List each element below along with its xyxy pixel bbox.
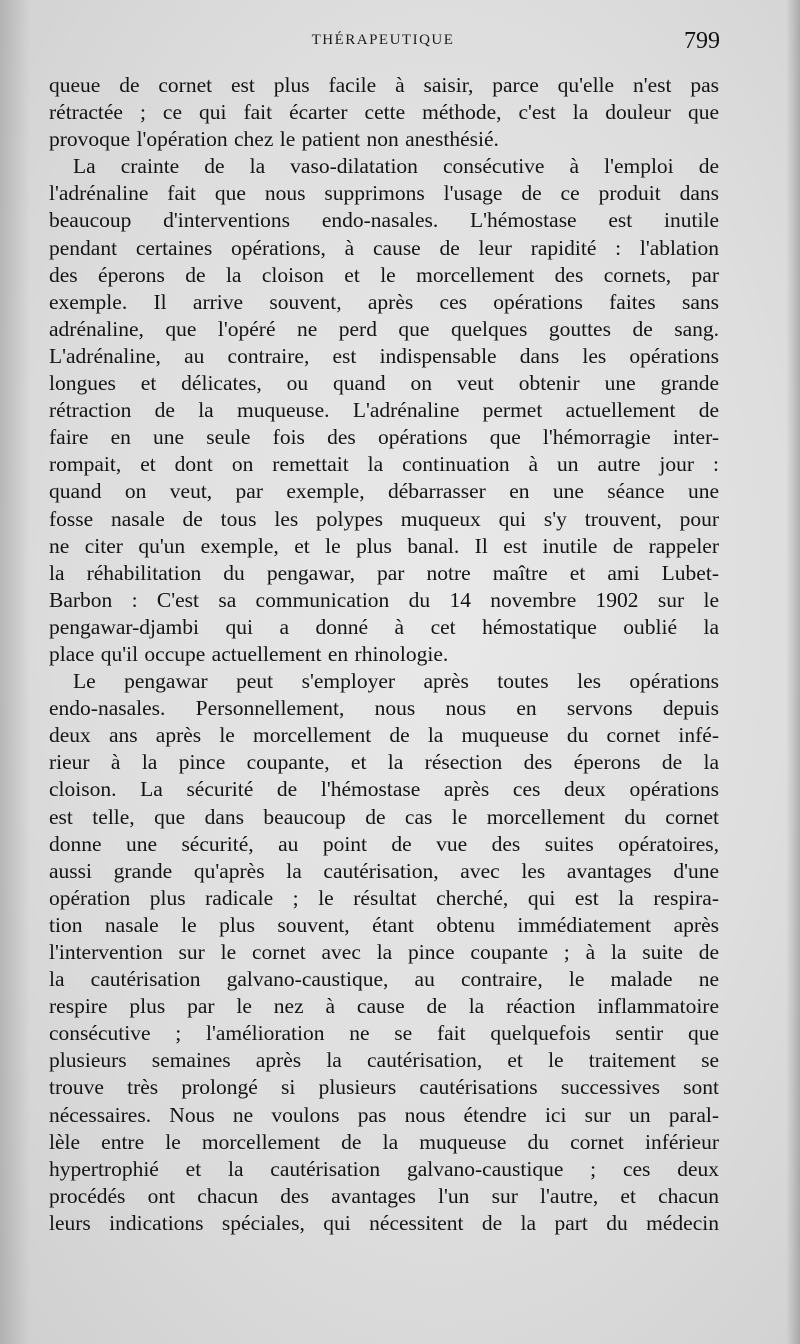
text-line: consécutive ; l'amélioration ne se fait quelquefois sentir que	[49, 1021, 719, 1046]
text-line: hypertrophié et la cautérisation galvano-caustique ; ces deux	[49, 1156, 719, 1181]
text-line: ne citer qu'un exemple, et le plus banal. Il est inutile de rappeler	[49, 533, 719, 558]
text-line: tion nasale le plus souvent, étant obtenu immédiatement après	[49, 912, 719, 937]
text-line: beaucoup d'interventions endo-nasales. L'hémostase est inutile	[49, 208, 719, 233]
text-line: quand on veut, par exemple, débarrasser en une séance une	[49, 479, 719, 504]
text-line: L'adrénaline, au contraire, est indispensable dans les opérations	[49, 343, 719, 368]
text-line: exemple. Il arrive souvent, après ces opérations faites sans	[49, 289, 719, 314]
running-head	[0, 30, 800, 60]
text-line: donne une sécurité, au point de vue des suites opératoires,	[49, 831, 719, 856]
page-number: 799	[684, 28, 720, 54]
text-line: queue de cornet est plus facile à saisir, parce qu'elle n'est pas	[49, 73, 719, 97]
text-line: respire plus par le nez à cause de la réaction inflammatoire	[49, 994, 719, 1019]
running-title: THÉRAPEUTIQUE	[311, 32, 455, 48]
text-line: rétraction de la muqueuse. L'adrénaline permet actuellement de	[49, 398, 719, 423]
text-line: rieur à la pince coupante, et la résection des éperons de la	[49, 750, 719, 775]
text-line: faire en une seule fois des opérations que l'hémorragie inter-	[49, 425, 719, 450]
text-line: est telle, que dans beaucoup de cas le morcellement du cornet	[49, 804, 719, 829]
body-text	[49, 72, 719, 1237]
text-line: opération plus radicale ; le résultat cherché, qui est la respira-	[49, 885, 719, 910]
text-line: aussi grande qu'après la cautérisation, avec les avantages d'une	[49, 858, 719, 883]
text-line: plusieurs semaines après la cautérisation, et le traitement se	[49, 1048, 719, 1073]
text-line: La crainte de la vaso-dilatation consécutive à l'emploi de	[73, 154, 719, 179]
text-line: fosse nasale de tous les polypes muqueux qui s'y trouvent, pour	[49, 506, 719, 531]
text-line: Le pengawar peut s'employer après toutes les opérations	[73, 669, 719, 694]
text-line: la cautérisation galvano-caustique, au contraire, le malade ne	[49, 967, 719, 992]
text-line: pendant certaines opérations, à cause de leur rapidité : l'ablation	[49, 235, 719, 260]
text-line: cloison. La sécurité de l'hémostase après ces deux opérations	[49, 777, 719, 802]
text-line: des éperons de la cloison et le morcellement des cornets, par	[49, 262, 719, 287]
text-line: nécessaires. Nous ne voulons pas nous étendre ici sur un paral-	[49, 1102, 719, 1127]
text-line: trouve très prolongé si plusieurs cautérisations successives sont	[49, 1075, 719, 1100]
text-line: lèle entre le morcellement de la muqueuse du cornet inférieur	[49, 1129, 719, 1154]
text-line: provoque l'opération chez le patient non anesthésié.	[49, 127, 499, 152]
text-line: adrénaline, que l'opéré ne perd que quelques gouttes de sang.	[49, 316, 719, 341]
text-line: rompait, et dont on remettait la continuation à un autre jour :	[49, 452, 719, 477]
text-line: deux ans après le morcellement de la muqueuse du cornet infé-	[49, 723, 719, 748]
text-line: endo-nasales. Personnellement, nous nous en servons depuis	[49, 696, 719, 721]
text-line: la réhabilitation du pengawar, par notre maître et ami Lubet-	[49, 560, 719, 585]
text-line: l'adrénaline fait que nous supprimons l'usage de ce produit dans	[49, 181, 719, 206]
text-line: pengawar-djambi qui a donné à cet hémostatique oublié la	[49, 614, 719, 639]
text-line: procédés ont chacun des avantages l'un sur l'autre, et chacun	[49, 1183, 719, 1208]
text-line: l'intervention sur le cornet avec la pince coupante ; à la suite de	[49, 940, 719, 964]
text-line: longues et délicates, ou quand on veut obtenir une grande	[49, 371, 719, 396]
text-line: place qu'il occupe actuellement en rhinologie.	[49, 641, 449, 666]
text-line: Barbon : C'est sa communication du 14 novembre 1902 sur le	[49, 587, 719, 612]
text-line: leurs indications spéciales, qui nécessitent de la part du médecin	[49, 1210, 719, 1235]
text-line: rétractée ; ce qui fait écarter cette méthode, c'est la douleur que	[49, 100, 719, 125]
